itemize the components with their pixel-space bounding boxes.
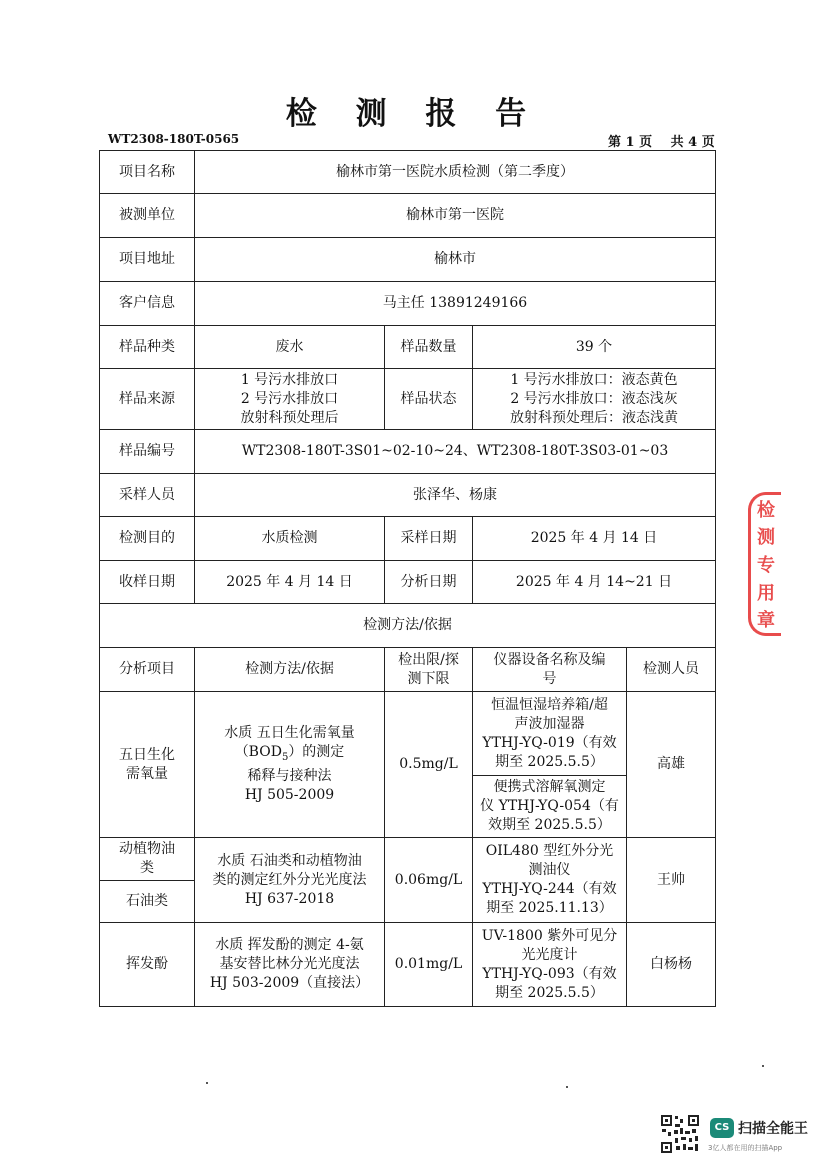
bod-method-line: 水质 五日生化需氧量: [224, 725, 355, 742]
value-sampler: 张泽华、杨康: [195, 474, 716, 517]
sample-source-line: 1 号污水排放口: [240, 371, 339, 388]
bod-instrument-line: 恒温恒湿培养箱/超: [491, 696, 608, 713]
value-client: 马主任 13891249166: [195, 282, 716, 326]
seal-char: 检: [757, 499, 775, 521]
row-sample-source: [100, 369, 716, 430]
label-receipt-date: 收样日期: [100, 561, 195, 604]
sample-source-line: 放射科预处理后: [240, 409, 339, 426]
label-sample-qty: 样品数量: [385, 326, 473, 369]
bod-instrument-2: [473, 776, 627, 838]
oil-method-line: 类的测定红外分光光度法: [212, 871, 367, 888]
phenol-instrument-line: UV-1800 紫外可见分: [481, 927, 618, 944]
phenol-instrument: [473, 923, 627, 1007]
bod-item-line: 五日生化: [119, 746, 175, 763]
bod-item: [100, 692, 195, 838]
seal-char: 专: [757, 554, 775, 576]
bod-method: [195, 692, 385, 838]
oil-instrument-line: YTHJ-YQ-244（有效: [482, 881, 617, 897]
value-sample-no: WT2308-180T-3S01~02-10~24、WT2308-180T-3S03-01~03: [195, 430, 716, 474]
label-analysis-date: 分析日期: [385, 561, 473, 604]
row-address: [100, 238, 716, 282]
seal-char: 测: [757, 527, 775, 549]
header-instrument-line: 号: [542, 670, 557, 687]
value-receipt-date: 2025 年 4 月 14 日: [195, 561, 385, 604]
page-info: [604, 131, 715, 150]
phenol-method-line: 基安替比林分光光度法: [219, 956, 360, 972]
oil-method-line: HJ 637-2018: [244, 890, 335, 907]
value-analysis-date: 2025 年 4 月 14~21 日: [473, 561, 716, 604]
label-sample-source: 样品来源: [100, 369, 195, 430]
table-row-oil-a: [100, 838, 716, 881]
row-sample-no: [100, 430, 716, 474]
bod-limit: 0.5mg/L: [385, 692, 473, 838]
camscanner-name: 扫描全能王: [738, 1121, 808, 1137]
bod-instrument-line: YTHJ-YQ-019（有效: [482, 734, 617, 751]
value-purpose: 水质检测: [195, 517, 385, 561]
label-client: 客户信息: [100, 282, 195, 326]
value-project-name: 榆林市第一医院水质检测（第二季度）: [195, 151, 716, 194]
value-tested-unit: 榆林市第一医院: [195, 194, 716, 238]
phenol-method-line: HJ 503-2009（直接法）: [209, 975, 370, 991]
row-receipt: [100, 561, 716, 604]
sample-state-line: 放射科预处理后：液态浅黄: [510, 409, 678, 426]
bod-instrument-line: 效期至 2025.5.5）: [488, 817, 611, 833]
value-sampling-date: 2025 年 4 月 14 日: [473, 517, 716, 561]
label-sampling-date: 采样日期: [385, 517, 473, 561]
label-purpose: 检测目的: [100, 517, 195, 561]
seal-char: 用: [757, 582, 775, 604]
bod-method-line: 稀释与接种法: [247, 767, 332, 784]
oil-item-line: 动植物油: [119, 841, 175, 857]
oil-method: [195, 838, 385, 923]
value-sample-type: 废水: [195, 326, 385, 369]
report-table: [99, 150, 716, 1007]
bod-formula-part: ）的测定: [288, 744, 345, 761]
phenol-method: [195, 923, 385, 1007]
value-address: 榆林市: [195, 238, 716, 282]
header-limit: [385, 648, 473, 692]
seal-char: 章: [757, 610, 775, 632]
value-sample-state: [473, 369, 716, 430]
camscanner-tagline: 3亿人都在用的扫描App: [708, 1144, 783, 1152]
row-tested-unit: [100, 194, 716, 238]
scan-speck: [566, 1086, 568, 1088]
methods-section-title: 检测方法/依据: [100, 604, 716, 648]
bod-instrument-1: [473, 692, 627, 776]
phenol-instrument-line: 光光度计: [521, 946, 578, 963]
header-instrument-line: 仪器设备名称及编: [493, 651, 606, 668]
label-tested-unit: 被测单位: [100, 194, 195, 238]
qr-code-icon: [660, 1114, 700, 1154]
bod-item-line: 需氧量: [126, 765, 168, 782]
table-row-phenol: [100, 923, 716, 1007]
oil-instrument-line: 测油仪: [528, 862, 571, 878]
bod-instrument-line: 仪 YTHJ-YQ-054（有: [480, 798, 619, 814]
row-sample-type: [100, 326, 716, 369]
sample-state-line: 1 号污水排放口：液态黄色: [510, 371, 678, 388]
header-instrument: [473, 648, 627, 692]
row-methods-section: [100, 604, 716, 648]
label-sample-no: 样品编号: [100, 430, 195, 474]
scan-speck: [206, 1082, 208, 1084]
report-number: WT2308-180T-0565: [108, 132, 240, 146]
label-address: 项目地址: [100, 238, 195, 282]
label-sampler: 采样人员: [100, 474, 195, 517]
row-purpose: [100, 517, 716, 561]
oil-instrument: [473, 838, 627, 923]
label-project-name: 项目名称: [100, 151, 195, 194]
oil-item-1: [100, 838, 195, 881]
scan-speck: [762, 1065, 764, 1067]
header-limit-line: 检出限/探: [398, 651, 459, 668]
sample-source-line: 2 号污水排放口: [240, 390, 339, 407]
row-sampler: [100, 474, 716, 517]
bod-instrument-line: 便携式溶解氧测定: [493, 779, 606, 795]
oil-limit: 0.06mg/L: [385, 838, 473, 923]
oil-item-line: 类: [140, 860, 154, 876]
oil-item-2: 石油类: [100, 881, 195, 923]
oil-tester: 王帅: [627, 838, 716, 923]
phenol-method-line: 水质 挥发酚的测定 4-氨: [215, 937, 364, 953]
bod-instrument-line: 声波加湿器: [514, 715, 585, 732]
table-row-bod-a: [100, 692, 716, 776]
page-total: 共 4 页: [670, 135, 715, 150]
header-tester: 检测人员: [627, 648, 716, 692]
phenol-limit: 0.01mg/L: [385, 923, 473, 1007]
row-client: [100, 282, 716, 326]
value-sample-qty: 39 个: [473, 326, 716, 369]
phenol-item: 挥发酚: [100, 923, 195, 1007]
bod-instrument-line: 期至 2025.5.5）: [495, 753, 604, 770]
header-method: 检测方法/依据: [195, 648, 385, 692]
report-title: 检 测 报 告: [285, 96, 541, 132]
oil-method-line: 水质 石油类和动植物油: [217, 852, 362, 869]
label-sample-type: 样品种类: [100, 326, 195, 369]
oil-instrument-line: 期至 2025.11.13）: [486, 900, 613, 916]
bod-formula-part: （BOD: [234, 744, 282, 761]
phenol-instrument-line: 期至 2025.5.5）: [495, 984, 604, 1001]
seal-stamp: [748, 492, 781, 636]
header-item: 分析项目: [100, 648, 195, 692]
bod-method-line: HJ 505-2009: [244, 786, 335, 803]
value-sample-source: [195, 369, 385, 430]
header-limit-line: 测下限: [407, 670, 450, 687]
bod-method-line: [198, 743, 381, 767]
camscanner-logo-icon: CS: [710, 1118, 734, 1138]
phenol-tester: 白杨杨: [627, 923, 716, 1007]
oil-instrument-line: OIL480 型红外分光: [485, 843, 614, 859]
sample-state-line: 2 号污水排放口：液态浅灰: [510, 390, 678, 407]
row-project-name: [100, 151, 716, 194]
bod-formula-sub: 5: [281, 751, 289, 763]
page-number: 第 1 页: [608, 135, 653, 150]
label-sample-state: 样品状态: [385, 369, 473, 430]
row-methods-header: [100, 648, 716, 692]
phenol-instrument-line: YTHJ-YQ-093（有效: [482, 965, 617, 982]
bod-tester: 高雄: [627, 692, 716, 838]
